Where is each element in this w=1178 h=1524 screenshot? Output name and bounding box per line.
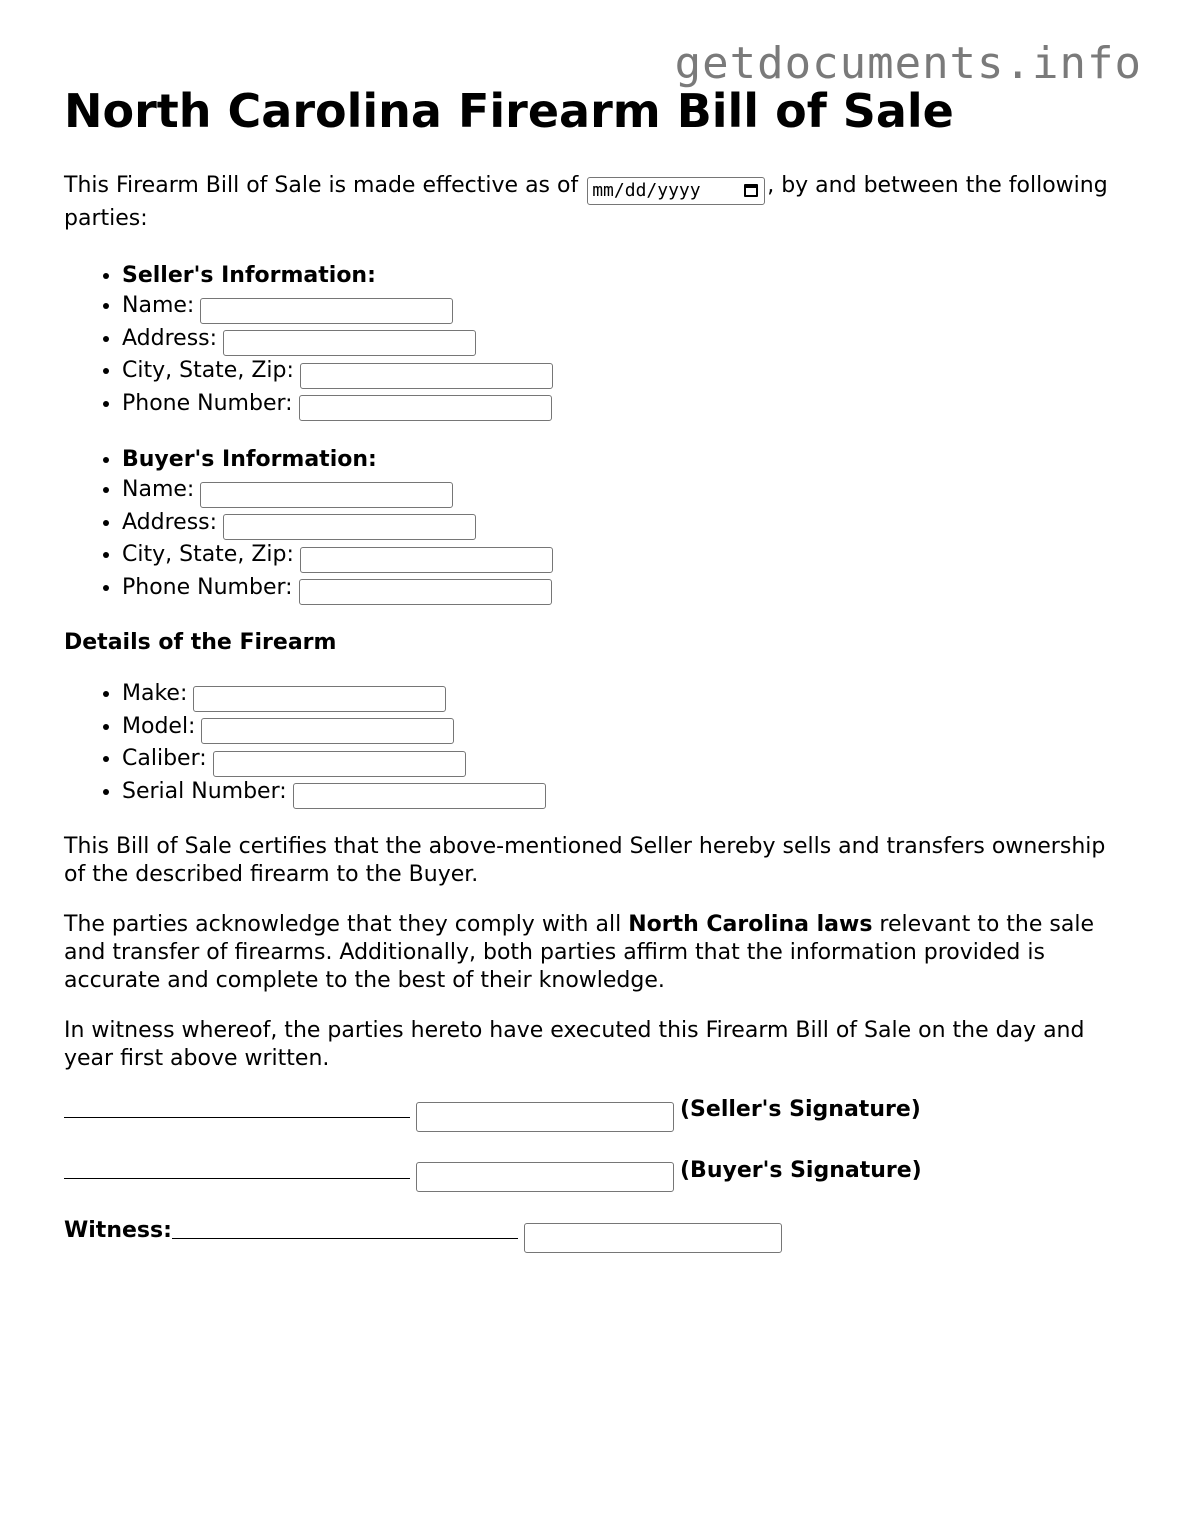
firearm-make-input[interactable]: [193, 686, 446, 712]
buyer-name-item: [122, 475, 1124, 508]
firearm-model-label: Model:: [122, 713, 196, 739]
ack-text-after: relevant to the sale and transfer of firearms. Additionally, both parties affirm that the information provided is accurate and complete to the best of their knowledge.: [64, 912, 1094, 993]
witness-label: Witness:: [64, 1218, 172, 1243]
firearm-make-label: Make:: [122, 681, 188, 706]
witness-signature-line: [172, 1218, 518, 1239]
seller-phone-label: Phone Number:: [122, 390, 293, 416]
buyer-phone-item: [122, 573, 1124, 606]
firearm-model-item: [122, 712, 1124, 745]
buyer-address-input[interactable]: [223, 514, 476, 540]
witness-signature-row: [64, 1216, 1124, 1253]
firearm-details-heading: Details of the Firearm: [64, 630, 337, 655]
buyer-address-label: Address:: [122, 509, 218, 535]
seller-city-item: [122, 356, 1124, 389]
buyer-phone-label: Phone Number:: [122, 574, 293, 600]
firearm-serial-label: Serial Number:: [122, 778, 287, 804]
firearm-serial-input[interactable]: [293, 783, 546, 809]
buyer-name-label: Name:: [122, 477, 195, 502]
buyer-heading-item: [122, 445, 1124, 475]
seller-address-item: [122, 324, 1124, 357]
witness-signature-input[interactable]: [524, 1223, 782, 1253]
seller-heading-item: [122, 261, 1124, 291]
seller-city-label: City, State, Zip:: [122, 358, 294, 383]
firearm-model-input[interactable]: [201, 718, 454, 744]
buyer-signature-line: [64, 1158, 410, 1179]
acknowledgement-paragraph: [64, 911, 1124, 995]
seller-name-label: Name:: [122, 293, 195, 318]
firearm-serial-item: [122, 777, 1124, 810]
seller-signature-label: (Seller's Signature): [680, 1097, 921, 1122]
buyer-address-item: [122, 508, 1124, 541]
buyer-city-label: City, State, Zip:: [122, 542, 294, 567]
seller-phone-item: [122, 389, 1124, 422]
firearm-caliber-label: Caliber:: [122, 746, 207, 771]
intro-text-before: This Firearm Bill of Sale is made effective as of: [64, 173, 579, 198]
seller-name-item: [122, 291, 1124, 324]
buyer-heading: Buyer's Information:: [122, 447, 377, 472]
watermark: getdocuments.info: [674, 38, 1142, 89]
certification-paragraph: This Bill of Sale certifies that the above-mentioned Seller hereby sells and transfers ownership of the described firearm to the Buyer.: [64, 834, 1106, 887]
document-body: [64, 84, 1124, 1277]
seller-city-input[interactable]: [300, 363, 553, 389]
buyer-signature-row: [64, 1156, 1124, 1193]
buyer-signature-input[interactable]: [416, 1162, 674, 1192]
seller-address-input[interactable]: [223, 330, 476, 356]
seller-name-input[interactable]: [200, 298, 453, 324]
buyer-signature-label: (Buyer's Signature): [680, 1157, 922, 1183]
firearm-caliber-item: [122, 744, 1124, 777]
buyer-city-item: [122, 540, 1124, 573]
ack-text-bold: North Carolina laws: [628, 912, 873, 937]
seller-phone-input[interactable]: [299, 395, 552, 421]
buyer-name-input[interactable]: [200, 482, 453, 508]
firearm-details-list: [64, 679, 1124, 809]
date-placeholder: mm/dd/yyyy: [592, 180, 701, 201]
seller-info-list: [64, 261, 1124, 421]
calendar-icon[interactable]: [744, 184, 758, 197]
firearm-caliber-input[interactable]: [213, 751, 466, 777]
seller-signature-line: [64, 1097, 410, 1118]
seller-signature-row: [64, 1095, 1124, 1132]
seller-heading: Seller's Information:: [122, 263, 376, 288]
page-title: North Carolina Firearm Bill of Sale: [64, 84, 954, 138]
firearm-make-item: [122, 679, 1124, 712]
seller-signature-input[interactable]: [416, 1102, 674, 1132]
seller-address-label: Address:: [122, 325, 218, 351]
witness-clause-paragraph: In witness whereof, the parties hereto have executed this Firearm Bill of Sale on the day and year first above written.: [64, 1018, 1085, 1071]
intro-text-after: , by and between the following parties:: [64, 173, 1108, 231]
effective-date-input[interactable]: [587, 177, 765, 205]
ack-text-before: The parties acknowledge that they comply with all: [64, 912, 622, 937]
intro-paragraph: [64, 172, 1124, 233]
buyer-phone-input[interactable]: [299, 579, 552, 605]
buyer-info-list: [64, 445, 1124, 605]
buyer-city-input[interactable]: [300, 547, 553, 573]
